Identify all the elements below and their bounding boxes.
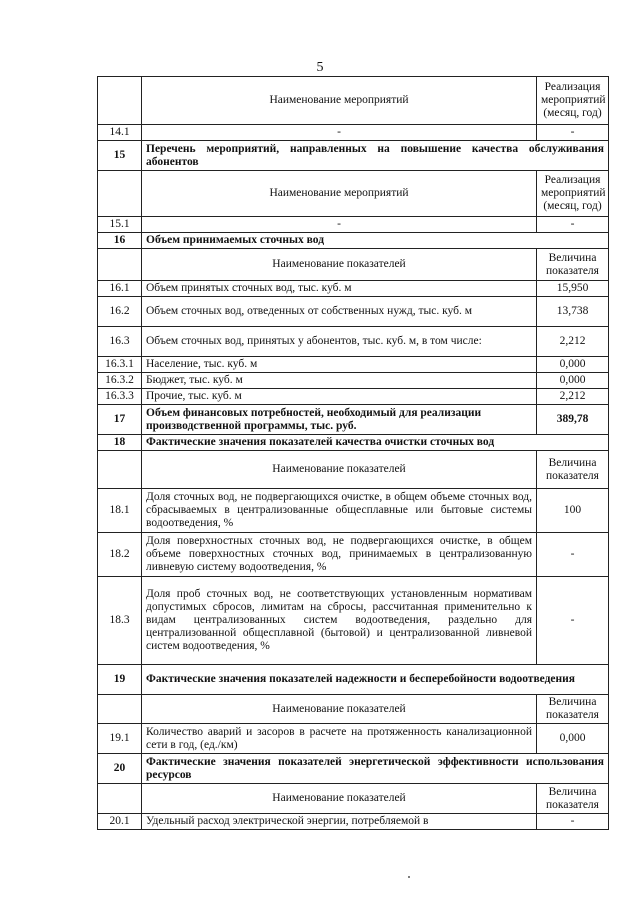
section-number: 19 [98,665,142,695]
table-row [98,784,609,814]
section-title: Объем принимаемых сточных вод [142,233,609,249]
row-value: 2,212 [537,327,609,357]
row-number: 19.1 [98,724,142,754]
header-indicators: Наименование показателей [142,695,537,724]
row-text: Бюджет, тыс. куб. м [142,373,537,389]
table-row [98,533,609,577]
row-value: 2,212 [537,389,609,405]
table-row [98,171,609,217]
table-row [98,695,609,724]
section-title: Фактические значения показателей надежности и бесперебойности водоотведения [142,665,609,695]
row-number: 16.3.1 [98,357,142,373]
table-row [98,389,609,405]
header-value: Величина показателя [537,695,609,724]
row-number: 18.3 [98,577,142,665]
row-number: 15.1 [98,217,142,233]
page-number: 5 [316,60,324,75]
section-row [98,233,609,249]
row-text: Доля сточных вод, не подвергающихся очистке, в общем объеме сточных вод, сбрасываемых в централизованные общесплавные или бытовые системы водоотведения, % [142,489,537,533]
row-text: Объем принятых сточных вод, тыс. куб. м [142,281,537,297]
row-value: - [537,577,609,665]
row-number: 16.3.3 [98,389,142,405]
table-row [98,373,609,389]
table-row [98,217,609,233]
table-row [98,724,609,754]
section-title: Перечень мероприятий, направленных на повышение качества обслуживания абонентов [142,141,609,171]
table-row [98,577,609,665]
row-value: - [537,533,609,577]
header-realization: Реализация мероприятий (месяц, год) [537,171,609,217]
section-number: 15 [98,141,142,171]
section-row [98,141,609,171]
header-indicators: Наименование показателей [142,249,537,281]
section-title: Объем финансовых потребностей, необходимый для реализации производственной программы, тыс. руб. [142,405,537,435]
section-row [98,405,609,435]
row-text: Доля проб сточных вод, не соответствующих установленным нормативам допустимых сбросов, лимитам на сбросы, рассчитанная применительно к видам централизованных систем водоотведения, раздельно для централизованной общесплавной (бытовой) и централизованной ливневой систем водоотведения, % [142,577,537,665]
section-number: 16 [98,233,142,249]
table-row [98,125,609,141]
table-row [98,249,609,281]
table-row [98,327,609,357]
row-value: 0,000 [537,357,609,373]
row-number: 16.1 [98,281,142,297]
header-measures: Наименование мероприятий [142,77,537,125]
header-value: Величина показателя [537,451,609,489]
row-value: 15,950 [537,281,609,297]
section-title: Фактические значения показателей энергетической эффективности использования ресурсов [142,754,609,784]
row-text: Объем сточных вод, принятых у абонентов, тыс. куб. м, в том числе: [142,327,537,357]
indicators-table [97,76,609,830]
section-row [98,754,609,784]
section-number: 17 [98,405,142,435]
row-text: - [142,125,537,141]
header-realization: Реализация мероприятий (месяц, год) [537,77,609,125]
header-value: Величина показателя [537,784,609,814]
row-number: 20.1 [98,814,142,830]
section-number: 20 [98,754,142,784]
row-value: - [537,125,609,141]
header-indicators: Наименование показателей [142,451,537,489]
section-row [98,665,609,695]
row-value: - [537,217,609,233]
table-row [98,451,609,489]
row-text: Удельный расход электрической энергии, потребляемой в [142,814,537,830]
row-number: 14.1 [98,125,142,141]
row-number: 16.3 [98,327,142,357]
row-text: Объем сточных вод, отведенных от собственных нужд, тыс. куб. м [142,297,537,327]
table-row [98,814,609,830]
row-number: 18.2 [98,533,142,577]
row-text: Прочие, тыс. куб. м [142,389,537,405]
row-text: Доля поверхностных сточных вод, не подвергающихся очистке, в общем объеме поверхностных сточных вод, принимаемых в централизованную ливневую систему водоотведения, % [142,533,537,577]
header-value: Величина показателя [537,249,609,281]
row-text: - [142,217,537,233]
table-row [98,357,609,373]
header-measures: Наименование мероприятий [142,171,537,217]
table-row [98,281,609,297]
row-text: Количество аварий и засоров в расчете на протяженность канализационной сети в год, (ед./км) [142,724,537,754]
row-text: Население, тыс. куб. м [142,357,537,373]
scan-speck [408,876,410,878]
row-number: 16.2 [98,297,142,327]
row-value: 389,78 [537,405,609,435]
row-value: 0,000 [537,724,609,754]
header-indicators: Наименование показателей [142,784,537,814]
row-number: 18.1 [98,489,142,533]
row-number: 16.3.2 [98,373,142,389]
section-number: 18 [98,435,142,451]
section-row [98,435,609,451]
row-value: 100 [537,489,609,533]
row-value: 0,000 [537,373,609,389]
table-row [98,77,609,125]
section-title: Фактические значения показателей качества очистки сточных вод [142,435,609,451]
table-row [98,297,609,327]
row-value: - [537,814,609,830]
table-row [98,489,609,533]
row-value: 13,738 [537,297,609,327]
